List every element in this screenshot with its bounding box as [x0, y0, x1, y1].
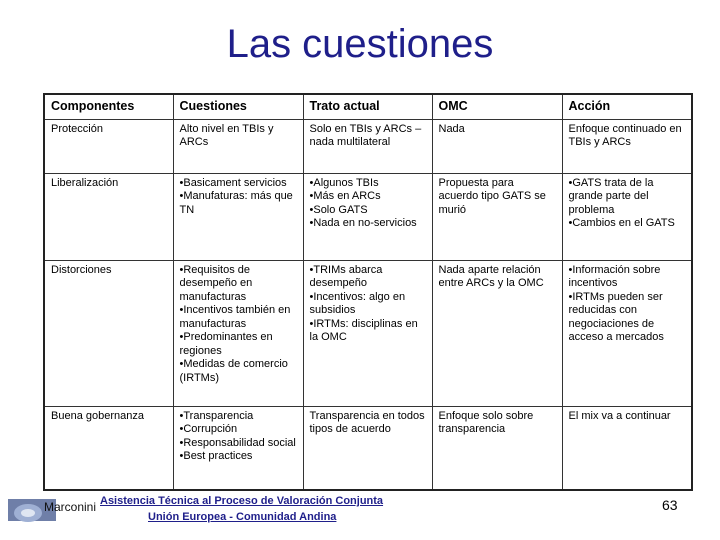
table-header-row	[44, 94, 692, 119]
cell-accion: •Información sobre incentivos •IRTMs pueden ser reducidas con negociaciones de acceso a mercados	[562, 260, 692, 406]
footer-author: Marconini	[44, 500, 97, 514]
cell-trato: Solo en TBIs y ARCs – nada multilateral	[303, 119, 432, 173]
table-row	[44, 119, 692, 173]
cell-accion: El mix va a continuar	[562, 406, 692, 490]
table-row	[44, 260, 692, 406]
header-componentes: Componentes	[44, 94, 173, 119]
cell-omc: Enfoque solo sobre transparencia	[432, 406, 562, 490]
footer-link-union[interactable]: Unión Europea - Comunidad Andina	[148, 511, 337, 523]
cell-omc: Nada aparte relación entre ARCs y la OMC	[432, 260, 562, 406]
footer-link-asistencia[interactable]: Asistencia Técnica al Proceso de Valoración Conjunta	[100, 495, 384, 507]
table-row	[44, 406, 692, 490]
cell-accion: •GATS trata de la grande parte del problema •Cambios en el GATS	[562, 173, 692, 260]
cell-trato: •Algunos TBIs •Más en ARCs •Solo GATS •Nada en no-servicios	[303, 173, 432, 260]
table-row	[44, 173, 692, 260]
cell-cuestiones: •Requisitos de desempeño en manufacturas •Incentivos también en manufacturas •Predominantes en regiones •Medidas de comercio (IRTMs)	[173, 260, 303, 406]
header-accion: Acción	[562, 94, 692, 119]
header-cuestiones: Cuestiones	[173, 94, 303, 119]
cell-componente: Distorciones	[44, 260, 173, 406]
cell-omc: Propuesta para acuerdo tipo GATS se murió	[432, 173, 562, 260]
cell-componente: Buena gobernanza	[44, 406, 173, 490]
cell-cuestiones: •Transparencia •Corrupción •Responsabilidad social •Best practices	[173, 406, 303, 490]
header-trato-actual: Trato actual	[303, 94, 432, 119]
cell-cuestiones: •Basicament servicios •Manufaturas: más que TN	[173, 173, 303, 260]
header-omc: OMC	[432, 94, 562, 119]
cell-accion: Enfoque continuado en TBIs y ARCs	[562, 119, 692, 173]
cell-omc: Nada	[432, 119, 562, 173]
slide-title: Las cuestiones	[226, 22, 494, 66]
issues-table	[43, 93, 693, 491]
cell-componente: Protección	[44, 119, 173, 173]
cell-componente: Liberalización	[44, 173, 173, 260]
page-number: 63	[662, 497, 678, 513]
cell-trato: •TRIMs abarca desempeño •Incentivos: algo en subsidios •IRTMs: disciplinas en la OMC	[303, 260, 432, 406]
cell-trato: Transparencia en todos tipos de acuerdo	[303, 406, 432, 490]
cell-cuestiones: Alto nivel en TBIs y ARCs	[173, 119, 303, 173]
